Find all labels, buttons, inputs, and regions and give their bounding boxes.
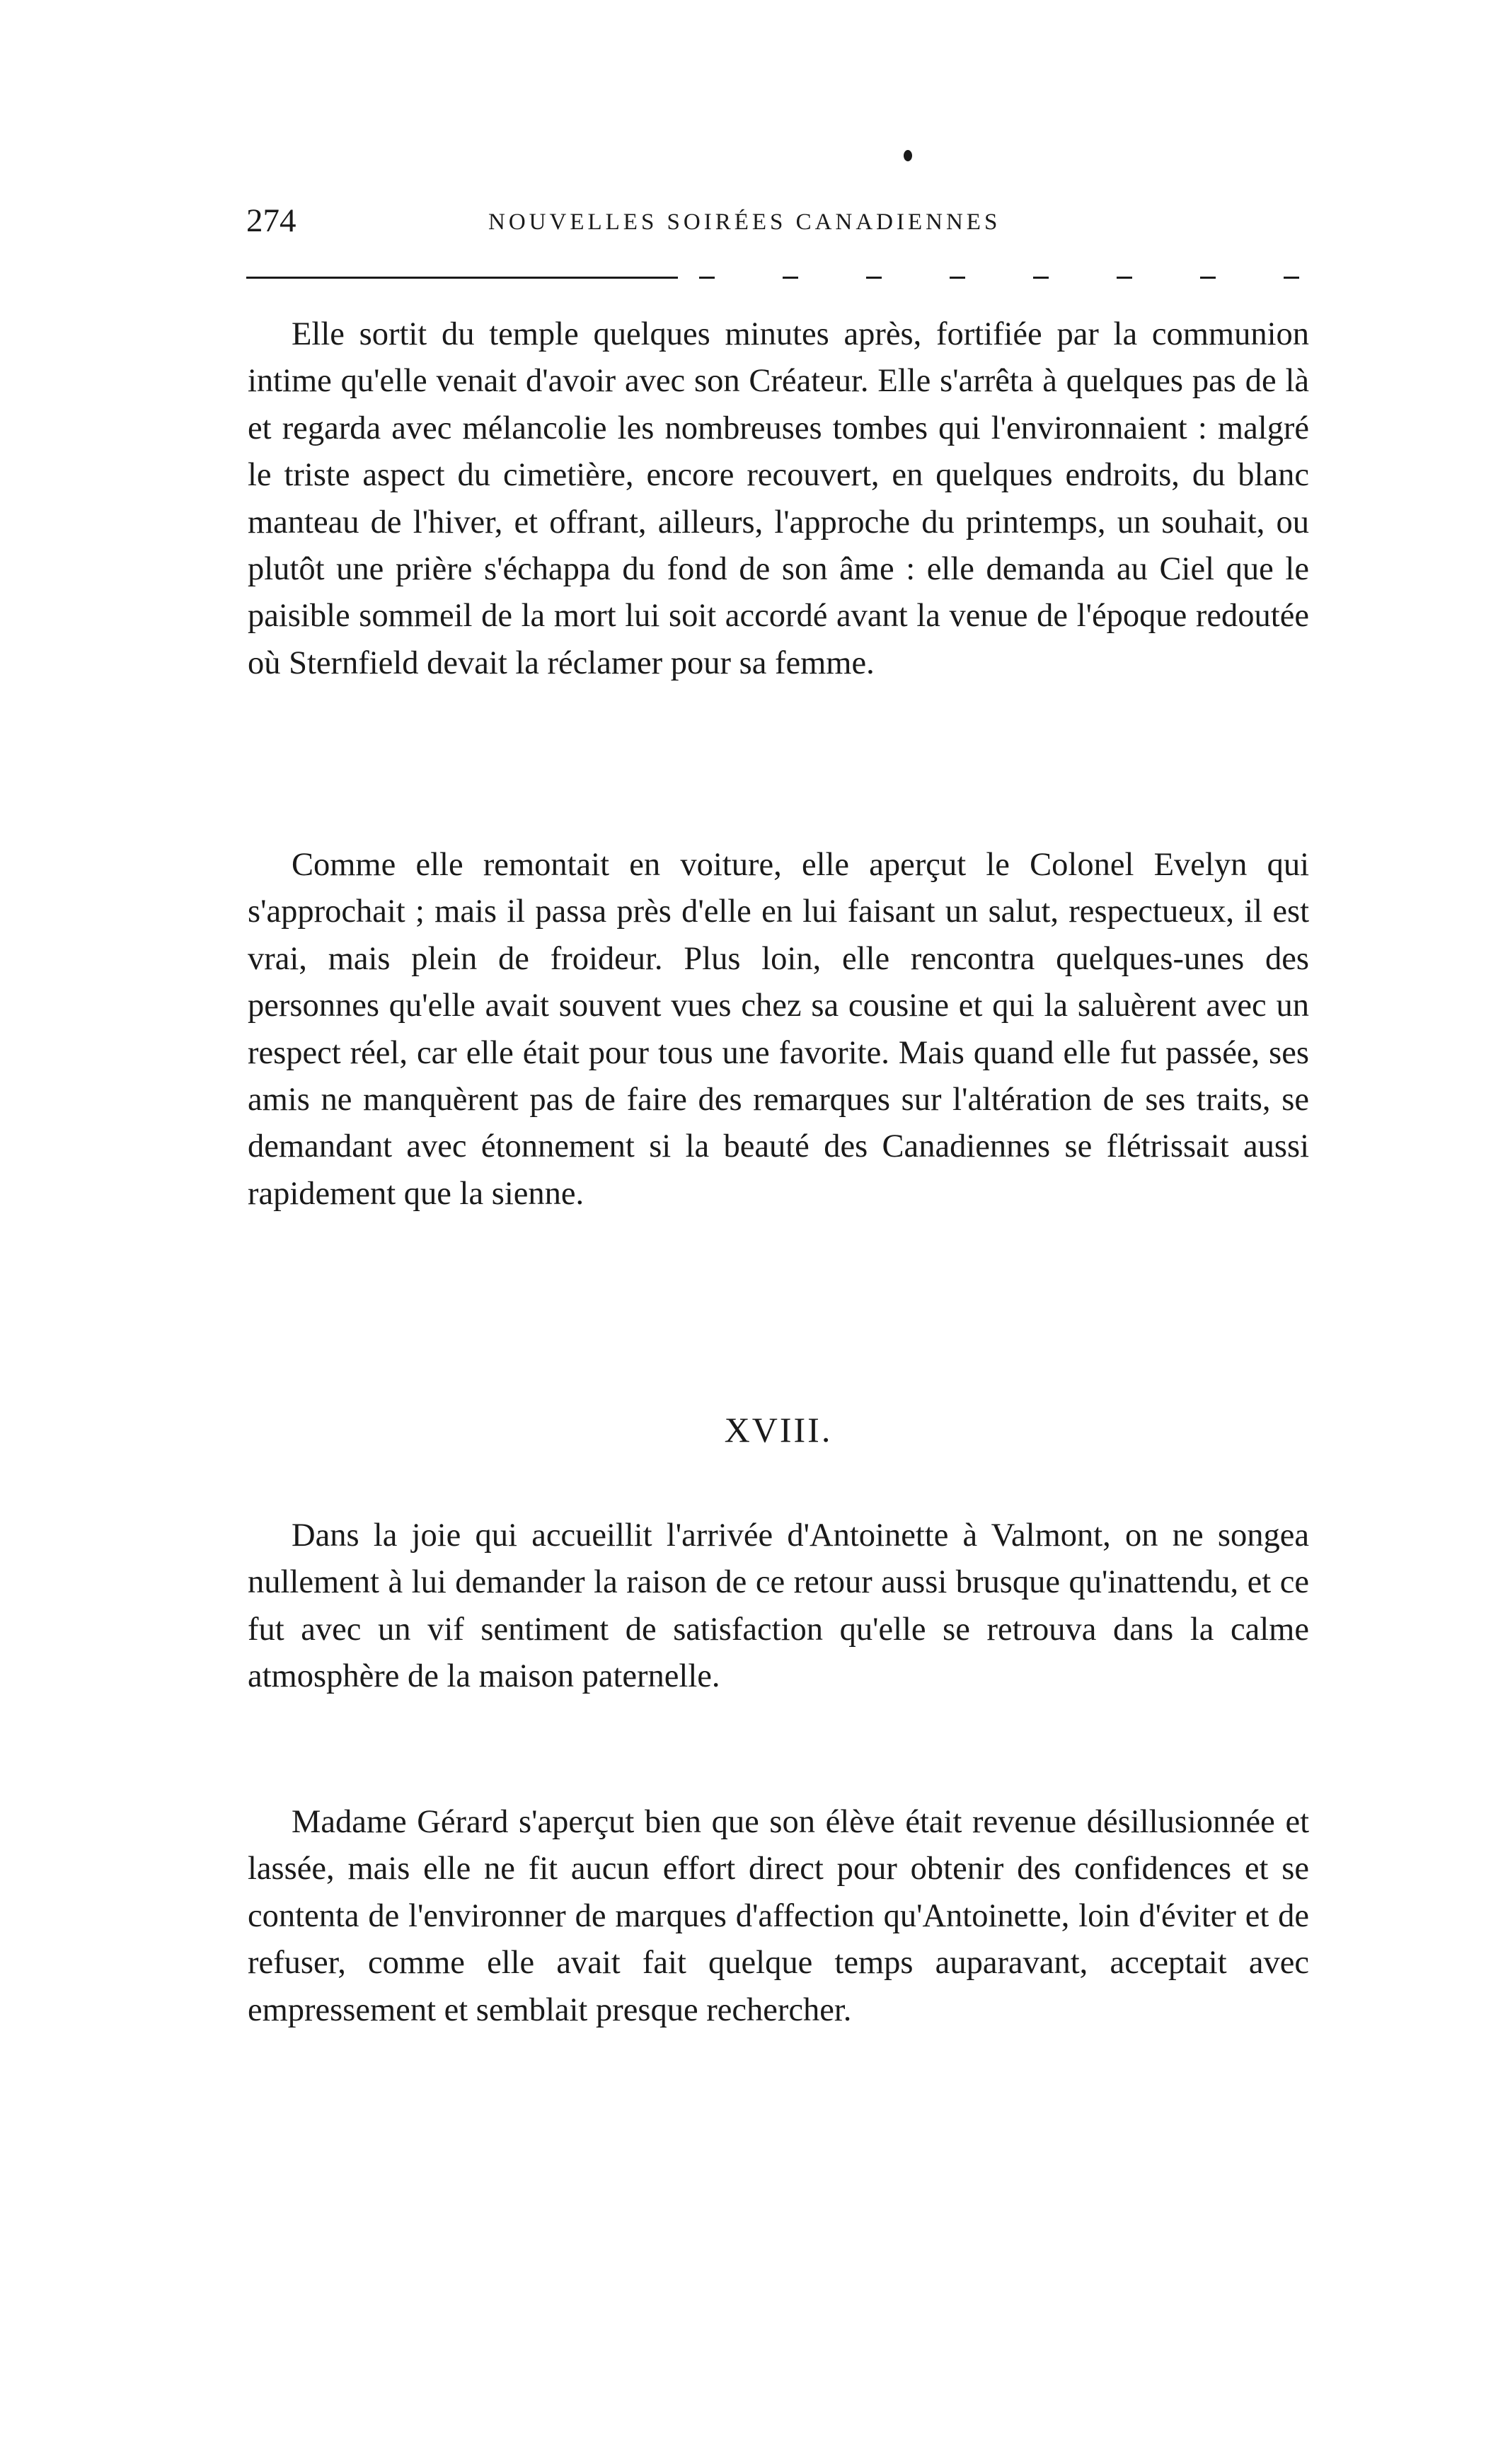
running-head (246, 199, 1308, 242)
paragraph: Dans la joie qui accueillit l'arrivée d'Antoinette à Valmont, on ne songea nullement à lui demander la raison de ce retour aussi brusque qu'inattendu, et ce fut avec un vif sentiment de satisfaction qu'elle se retrouva dans la calme atmosphère de la maison paternelle. (248, 1517, 1309, 1695)
paragraph: Comme elle remontait en voiture, elle aperçut le Colonel Evelyn qui s'approchait ; mais il passa près d'elle en lui faisant un salut, respectueux, il est vrai, mais plein de froideur. Plus loin, elle rencontra quelques-unes des personnes qu'elle avait souvent vues chez sa cousine et qui la saluèrent avec un respect réel, car elle était pour tous une favorite. Mais quand elle fut passée, ses amis ne manquèrent pas de faire des remarques sur l'altération de ses traits, se demandant avec étonnement si la beauté des Canadiennes se flétrissait aussi rapidement que la sienne. (248, 847, 1309, 1212)
printer-speck (904, 150, 912, 161)
paragraph: Madame Gérard s'aperçut bien que son élève était revenue désillusionnée et lassée, mais elle ne fit aucun effort direct pour obtenir des confidences et se contenta de l'environner de marques d'affection qu'Antoinette, loin d'éviter et de refuser, comme elle avait fait quelque temps auparavant, acceptait avec empressement et semblait presque rechercher. (248, 1804, 1309, 2028)
chapter-heading: XVIII. (724, 1410, 833, 1450)
paragraph: Elle sortit du temple quelques minutes après, fortifiée par la communion intime qu'elle venait d'avoir avec son Créateur. Elle s'arrêta à quelques pas de là et regarda avec mélancolie les nombreuses tombes qui l'environnaient : malgré le triste aspect du cimetière, encore recouvert, en quelques endroits, du blanc manteau de l'hiver, et offrant, ailleurs, l'approche du printemps, un souhait, ou plutôt une prière s'échappa du fond de son âme : elle demanda au Ciel que le paisible sommeil de la mort lui soit accordé avant la venue de l'époque redoutée où Sternfield devait la réclamer pour sa femme. (248, 316, 1309, 681)
header-rule-solid (246, 277, 678, 279)
running-title: NOUVELLES SOIRÉES CANADIENNES (488, 209, 1001, 235)
page-number: 274 (246, 202, 296, 239)
header-rule-dashed (699, 277, 1309, 279)
header-rule (246, 276, 1309, 280)
